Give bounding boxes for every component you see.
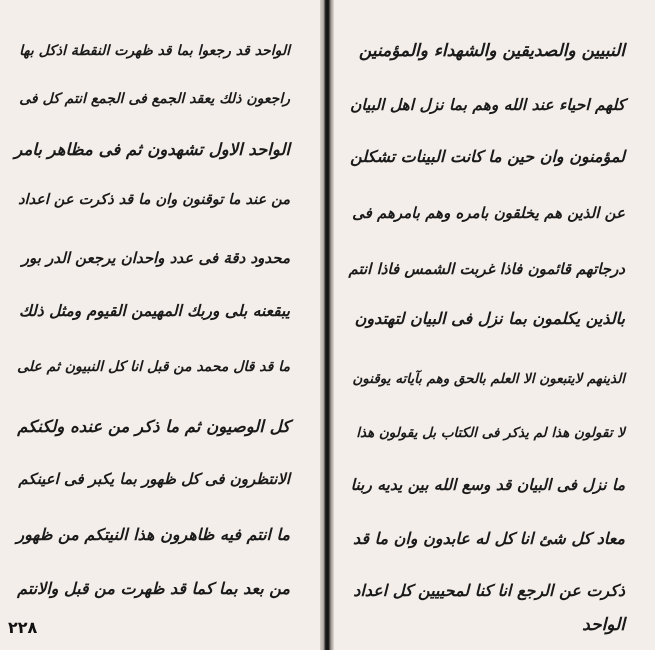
left-page (0, 0, 320, 650)
right-page (334, 0, 655, 650)
left-line-2: راجعون ذلك يعقد الجمع فى الجمع انتم كل فى (19, 91, 290, 107)
left-line-4: من عند ما توقنون وان ما قد ذكرت عن اعداد (18, 191, 290, 208)
right-line-7: الذينهم لايتبعون الا العلم بالحق وهم بآياته يوقنون (352, 371, 625, 387)
right-line-8: لا تقولون هذا لم يذكر فى الكتاب بل يقولون هذا (356, 425, 625, 441)
left-line-9: الانتظرون فى كل ظهور بما يكبر فى اعينكم (18, 470, 290, 488)
right-line-4: عن الذين هم يخلقون بامره وهم بامرهم فى (352, 204, 625, 222)
right-line-3: لمؤمنون وان حين ما كانت البينات تشكلن (350, 147, 625, 166)
right-line-11: ذكرت عن الرجع انا كنا لمحييين كل اعداد (353, 581, 625, 600)
left-line-7: ما قد قال محمد من قبل انا كل النبيون ثم على (17, 359, 290, 375)
right-line-10: معاد كل شئ انا كل له عابدون وان ما قد (352, 529, 625, 548)
left-line-8: كل الوصيون ثم ما ذكر من عنده ولكنكم (17, 417, 290, 436)
right-line-6: بالذين يكلمون بما نزل فى البيان لتهتدون (354, 309, 625, 328)
left-line-5: محدود دقة فى عدد واحدان يرجعن الدر بور (21, 249, 290, 267)
page-number: ٢٢٨ (8, 618, 38, 637)
right-line-2: كلهم احياء عند الله وهم بما نزل اهل البيان (349, 95, 625, 114)
left-line-1: الواحد قد رجعوا بما قد ظهرت النقطة اذكل بها (19, 43, 290, 59)
left-line-11: من بعد بما كما قد ظهرت من قبل والانتم (17, 579, 290, 598)
right-line-1: النبيين والصديقين والشهداء والمؤمنين (358, 41, 625, 61)
right-line-9: ما نزل فى البيان قد وسع الله بين يديه ربنا (350, 475, 625, 494)
right-line-5: درجاتهم قائمون فاذا غربت الشمس فاذا انتم (348, 260, 625, 278)
left-line-10: ما انتم فيه ظاهرون هذا النيتكم من ظهور (16, 525, 290, 544)
left-line-6: يبقعنه بلى وربك المهيمن القيوم ومثل ذلك (18, 301, 290, 320)
book-gutter (320, 0, 334, 650)
right-line-12: الواحد (582, 615, 625, 635)
left-line-3: الواحد الاول تشهدون ثم فى مظاهر بامر (14, 140, 290, 159)
